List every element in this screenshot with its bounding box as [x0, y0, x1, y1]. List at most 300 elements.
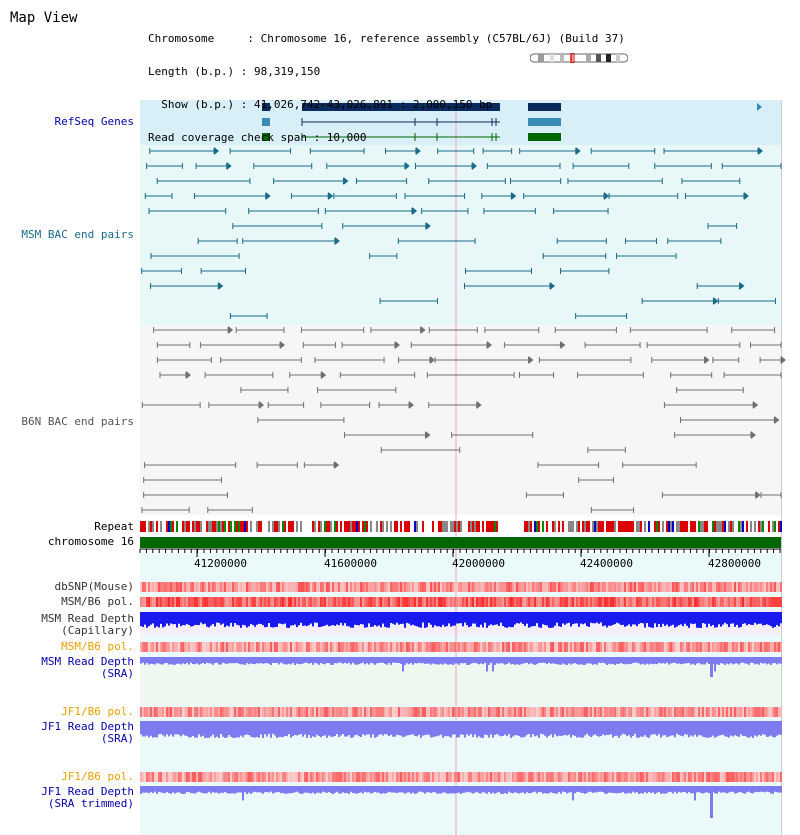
snp-density-cell — [746, 707, 748, 717]
read-depth-bar — [636, 612, 638, 626]
snp-density-cell — [314, 582, 316, 592]
snp-density-cell — [274, 582, 276, 592]
snp-density-cell — [572, 582, 574, 592]
snp-density-cell — [406, 707, 408, 717]
read-depth-bar — [192, 657, 194, 664]
snp-density-cell — [304, 642, 306, 652]
read-depth-bar — [774, 612, 776, 627]
repeat-segment — [438, 521, 440, 532]
snp-density-cell — [514, 772, 516, 782]
read-depth-bar — [232, 612, 234, 627]
snp-density-cell — [472, 707, 474, 717]
read-depth-bar — [308, 786, 310, 793]
repeat-segment — [764, 521, 766, 532]
snp-density-cell — [702, 597, 704, 607]
snp-density-cell — [600, 642, 602, 652]
snp-density-cell — [386, 772, 388, 782]
snp-density-cell — [622, 642, 624, 652]
read-depth-bar — [616, 721, 618, 736]
snp-density-cell — [716, 707, 718, 717]
read-depth-bar — [306, 721, 308, 738]
read-depth-bar — [498, 721, 500, 735]
snp-density-cell — [298, 597, 300, 607]
snp-density-cell — [306, 772, 308, 782]
read-depth-bar — [420, 786, 422, 792]
msm-bac-label[interactable]: MSM BAC end pairs — [21, 228, 134, 241]
snp-density-cell — [210, 772, 212, 782]
snp-density-cell — [758, 597, 760, 607]
snp-density-cell — [140, 772, 142, 782]
snp-density-cell — [516, 642, 518, 652]
snp-density-cell — [694, 707, 696, 717]
snp-density-cell — [248, 597, 250, 607]
snp-density-cell — [726, 772, 728, 782]
refseq-genes-label[interactable]: RefSeq Genes — [54, 115, 134, 128]
snp-density-cell — [342, 642, 344, 652]
snp-density-cell — [292, 707, 294, 717]
snp-density-cell — [176, 707, 178, 717]
read-depth-bar — [754, 721, 756, 736]
read-depth-bar — [184, 657, 186, 664]
snp-density-cell — [340, 597, 342, 607]
snp-density-cell — [370, 597, 372, 607]
snp-density-cell — [406, 582, 408, 592]
read-depth-bar — [528, 721, 530, 734]
snp-density-cell — [628, 772, 630, 782]
repeat-segment — [406, 521, 408, 532]
read-depth-bar — [212, 721, 214, 734]
repeat-segment — [728, 521, 730, 532]
axis-tick-label: 42400000 — [580, 557, 633, 570]
read-depth-bar — [690, 612, 692, 623]
snp-density-cell — [220, 597, 222, 607]
repeat-segment — [402, 521, 404, 532]
snp-density-cell — [478, 772, 480, 782]
snp-density-cell — [388, 582, 390, 592]
b6n-bac-label[interactable]: B6N BAC end pairs — [21, 415, 134, 428]
snp-density-cell — [572, 642, 574, 652]
read-depth-bar — [328, 786, 330, 792]
repeat-segment — [228, 521, 230, 532]
snp-density-cell — [242, 642, 244, 652]
repeat-segment — [188, 521, 190, 532]
read-depth-bar — [488, 721, 490, 738]
snp-density-cell — [608, 707, 610, 717]
read-depth-bar — [460, 786, 462, 794]
read-depth-bar — [498, 786, 500, 792]
snp-density-cell — [426, 707, 428, 717]
read-depth-bar — [582, 612, 584, 624]
snp-density-cell — [494, 597, 496, 607]
read-depth-bar — [622, 786, 624, 792]
snp-density-cell — [634, 707, 636, 717]
read-depth-bar — [738, 657, 740, 665]
repeat-segment — [630, 521, 632, 532]
snp-density-cell — [512, 707, 514, 717]
read-depth-bar — [502, 721, 504, 736]
read-depth-bar — [396, 657, 398, 663]
snp-density-cell — [558, 707, 560, 717]
read-depth-bar — [230, 612, 232, 623]
snp-density-cell — [430, 597, 432, 607]
snp-density-cell — [738, 642, 740, 652]
read-depth-bar — [438, 657, 440, 665]
snp-density-cell — [442, 582, 444, 592]
snp-density-cell — [146, 707, 148, 717]
read-depth-bar — [166, 786, 168, 792]
snp-density-cell — [336, 707, 338, 717]
jf1-b6-pol-label: JF1/B6 pol. — [61, 705, 134, 718]
read-depth-bar — [350, 657, 352, 665]
snp-density-cell — [546, 707, 548, 717]
snp-density-cell — [432, 642, 434, 652]
read-depth-bar — [254, 786, 256, 792]
repeat-segment — [358, 521, 360, 532]
coverage-span-line: Read coverage check span : 10,000 — [148, 131, 367, 144]
read-depth-bar — [726, 786, 728, 793]
read-depth-bar — [274, 786, 276, 793]
snp-density-cell — [776, 772, 778, 782]
read-depth-bar — [168, 612, 170, 626]
repeat-segment — [418, 521, 420, 532]
read-depth-bar — [774, 721, 776, 737]
read-depth-bar — [236, 786, 238, 793]
read-depth-bar — [472, 657, 474, 663]
snp-density-cell — [448, 582, 450, 592]
snp-density-cell — [508, 707, 510, 717]
read-depth-bar — [552, 721, 554, 737]
snp-density-cell — [740, 582, 742, 592]
snp-density-cell — [604, 642, 606, 652]
repeat-segment — [246, 521, 248, 532]
read-depth-bar — [358, 786, 360, 793]
read-depth-bar — [500, 612, 502, 623]
snp-density-cell — [422, 707, 424, 717]
read-depth-bar — [202, 657, 204, 663]
read-depth-bar — [542, 786, 544, 794]
read-depth-bar — [674, 721, 676, 737]
snp-density-cell — [724, 707, 726, 717]
snp-density-cell — [584, 642, 586, 652]
repeat-segment — [378, 521, 380, 532]
snp-density-cell — [594, 772, 596, 782]
read-depth-bar — [584, 786, 586, 794]
read-depth-bar — [270, 612, 272, 627]
snp-density-cell — [630, 642, 632, 652]
read-depth-bar — [738, 786, 740, 792]
snp-density-cell — [176, 582, 178, 592]
read-depth-bar — [680, 657, 682, 664]
repeat-segment — [564, 521, 566, 532]
repeat-segment — [592, 521, 594, 532]
read-depth-bar — [148, 786, 150, 793]
snp-density-cell — [360, 597, 362, 607]
snp-density-cell — [416, 642, 418, 652]
read-depth-bar — [730, 721, 732, 736]
snp-density-cell — [256, 707, 258, 717]
snp-density-cell — [404, 642, 406, 652]
snp-density-cell — [246, 642, 248, 652]
read-depth-bar — [654, 657, 656, 664]
snp-density-cell — [634, 582, 636, 592]
read-depth-bar — [316, 721, 318, 735]
read-depth-bar — [318, 721, 320, 736]
read-depth-bar — [408, 721, 410, 735]
snp-density-cell — [374, 597, 376, 607]
snp-density-cell — [408, 642, 410, 652]
read-depth-bar — [566, 612, 568, 623]
read-depth-bar — [678, 721, 680, 735]
snp-density-cell — [414, 642, 416, 652]
snp-density-cell — [518, 597, 520, 607]
read-depth-bar — [386, 786, 388, 793]
snp-density-cell — [492, 772, 494, 782]
snp-density-cell — [768, 642, 770, 652]
read-depth-bar — [370, 786, 372, 794]
read-depth-bar — [448, 612, 450, 623]
snp-density-cell — [504, 642, 506, 652]
read-depth-bar — [518, 657, 520, 665]
read-depth-bar — [362, 786, 364, 793]
snp-density-cell — [762, 597, 764, 607]
read-depth-bar — [154, 786, 156, 792]
snp-density-cell — [536, 582, 538, 592]
read-depth-bar — [642, 786, 644, 794]
snp-density-cell — [548, 707, 550, 717]
read-depth-bar — [246, 657, 248, 663]
repeat-segment — [604, 521, 606, 532]
read-depth-bar — [218, 786, 220, 794]
read-depth-bar — [644, 721, 646, 735]
read-depth-bar — [590, 612, 592, 623]
read-depth-bar — [290, 786, 292, 793]
read-depth-bar — [714, 612, 716, 628]
read-depth-bar — [418, 786, 420, 792]
repeat-segment — [664, 521, 666, 532]
snp-density-cell — [690, 707, 692, 717]
snp-density-cell — [642, 707, 644, 717]
repeat-segment — [200, 521, 202, 532]
snp-density-cell — [592, 582, 594, 592]
snp-density-cell — [318, 707, 320, 717]
read-depth-bar — [558, 657, 560, 665]
repeat-segment — [284, 521, 286, 532]
snp-density-cell — [256, 642, 258, 652]
read-depth-bar — [590, 657, 592, 664]
repeat-segment — [430, 521, 432, 532]
repeat-segment — [210, 521, 212, 532]
read-depth-bar — [686, 786, 688, 793]
read-depth-bar — [640, 786, 642, 793]
repeat-segment — [466, 521, 468, 532]
read-depth-bar — [476, 612, 478, 627]
read-depth-bar — [180, 612, 182, 626]
read-depth-bar — [230, 721, 232, 737]
snp-density-cell — [150, 772, 152, 782]
snp-density-cell — [184, 642, 186, 652]
snp-density-cell — [244, 642, 246, 652]
snp-density-cell — [730, 772, 732, 782]
snp-density-cell — [488, 772, 490, 782]
snp-density-cell — [730, 707, 732, 717]
repeat-segment — [552, 521, 554, 532]
read-depth-bar — [322, 721, 324, 736]
read-depth-bar — [230, 657, 232, 663]
read-depth-bar — [540, 721, 542, 734]
read-depth-bar — [766, 612, 768, 624]
snp-density-cell — [428, 597, 430, 607]
read-depth-bar — [410, 657, 412, 663]
read-depth-bar — [342, 612, 344, 625]
snp-density-cell — [526, 707, 528, 717]
read-depth-bar — [254, 612, 256, 627]
read-depth-bar — [398, 786, 400, 792]
snp-density-cell — [366, 772, 368, 782]
snp-density-cell — [548, 772, 550, 782]
snp-density-cell — [768, 582, 770, 592]
snp-density-cell — [440, 582, 442, 592]
snp-density-cell — [404, 772, 406, 782]
read-depth-bar — [312, 786, 314, 793]
snp-density-cell — [702, 707, 704, 717]
snp-density-cell — [642, 582, 644, 592]
read-depth-bar — [154, 721, 156, 737]
snp-density-cell — [280, 707, 282, 717]
read-depth-bar — [506, 657, 508, 664]
repeat-segment — [236, 521, 238, 532]
snp-density-cell — [610, 642, 612, 652]
repeat-segment — [528, 521, 530, 532]
snp-density-cell — [414, 772, 416, 782]
read-depth-bar — [608, 657, 610, 664]
read-depth-bar — [306, 786, 308, 793]
snp-density-cell — [750, 597, 752, 607]
repeat-segment — [386, 521, 388, 532]
snp-density-cell — [656, 642, 658, 652]
read-depth-bar — [752, 657, 754, 663]
read-depth-bar — [350, 721, 352, 738]
read-depth-bar — [382, 612, 384, 624]
read-depth-bar — [706, 657, 708, 663]
read-depth-bar — [692, 657, 694, 664]
snp-density-cell — [162, 597, 164, 607]
read-depth-bar — [442, 721, 444, 738]
snp-density-cell — [542, 582, 544, 592]
snp-density-cell — [242, 582, 244, 592]
snp-density-cell — [596, 772, 598, 782]
repeat-segment — [476, 521, 478, 532]
read-depth-bar — [526, 657, 528, 663]
read-depth-bar — [676, 657, 678, 664]
snp-density-cell — [430, 642, 432, 652]
snp-density-cell — [438, 582, 440, 592]
snp-density-cell — [446, 772, 448, 782]
snp-density-cell — [474, 597, 476, 607]
snp-density-cell — [416, 707, 418, 717]
snp-density-cell — [684, 642, 686, 652]
read-depth-bar — [432, 612, 434, 628]
snp-density-cell — [616, 707, 618, 717]
snp-density-cell — [528, 597, 530, 607]
snp-density-cell — [620, 642, 622, 652]
read-depth-bar — [170, 657, 172, 664]
read-depth-bar — [272, 657, 274, 663]
read-depth-bar — [562, 786, 564, 792]
snp-density-cell — [342, 707, 344, 717]
read-depth-bar — [510, 786, 512, 793]
read-depth-bar — [774, 657, 776, 663]
read-depth-bar — [628, 612, 630, 624]
read-depth-bar — [212, 612, 214, 624]
read-depth-bar — [562, 612, 564, 624]
snp-density-cell — [156, 582, 158, 592]
snp-density-cell — [500, 772, 502, 782]
read-depth-bar — [580, 786, 582, 793]
snp-density-cell — [578, 642, 580, 652]
read-depth-bar — [768, 786, 770, 792]
read-depth-bar — [216, 786, 218, 793]
read-depth-bar — [574, 721, 576, 736]
read-depth-bar — [364, 721, 366, 735]
snp-density-cell — [756, 642, 758, 652]
snp-density-cell — [674, 642, 676, 652]
snp-density-cell — [412, 642, 414, 652]
chromosome-label: chromosome 16 — [47, 535, 134, 548]
snp-density-cell — [682, 772, 684, 782]
snp-density-cell — [578, 597, 580, 607]
repeat-segment — [688, 521, 690, 532]
chromosome-ideogram[interactable] — [530, 53, 628, 63]
snp-density-cell — [518, 582, 520, 592]
read-depth-bar — [404, 657, 406, 665]
read-depth-bar — [638, 786, 640, 794]
read-depth-bar — [662, 657, 664, 663]
read-depth-bar — [226, 657, 228, 664]
snp-density-cell — [408, 597, 410, 607]
snp-density-cell — [752, 582, 754, 592]
read-depth-bar — [198, 612, 200, 625]
snp-density-cell — [224, 597, 226, 607]
snp-density-cell — [638, 597, 640, 607]
read-depth-bar — [586, 612, 588, 626]
snp-density-cell — [702, 582, 704, 592]
snp-density-cell — [502, 597, 504, 607]
snp-density-cell — [716, 642, 718, 652]
snp-density-cell — [338, 707, 340, 717]
read-depth-bar — [454, 612, 456, 626]
map-view-title: Map View — [10, 10, 78, 26]
read-depth-bar — [336, 657, 338, 663]
snp-density-cell — [264, 597, 266, 607]
snp-density-cell — [480, 642, 482, 652]
snp-density-cell — [168, 772, 170, 782]
snp-density-cell — [354, 707, 356, 717]
snp-density-cell — [270, 642, 272, 652]
repeat-segment — [450, 521, 452, 532]
read-depth-bar — [768, 657, 770, 664]
snp-density-cell — [714, 707, 716, 717]
snp-density-cell — [644, 642, 646, 652]
repeat-segment — [518, 521, 520, 532]
snp-density-cell — [334, 597, 336, 607]
read-depth-bar — [220, 657, 222, 664]
read-depth-bar — [754, 612, 756, 623]
snp-density-cell — [178, 582, 180, 592]
repeat-segment — [434, 521, 436, 532]
snp-density-cell — [488, 707, 490, 717]
read-depth-bar — [464, 657, 466, 663]
bac-end-arrow — [426, 222, 431, 230]
